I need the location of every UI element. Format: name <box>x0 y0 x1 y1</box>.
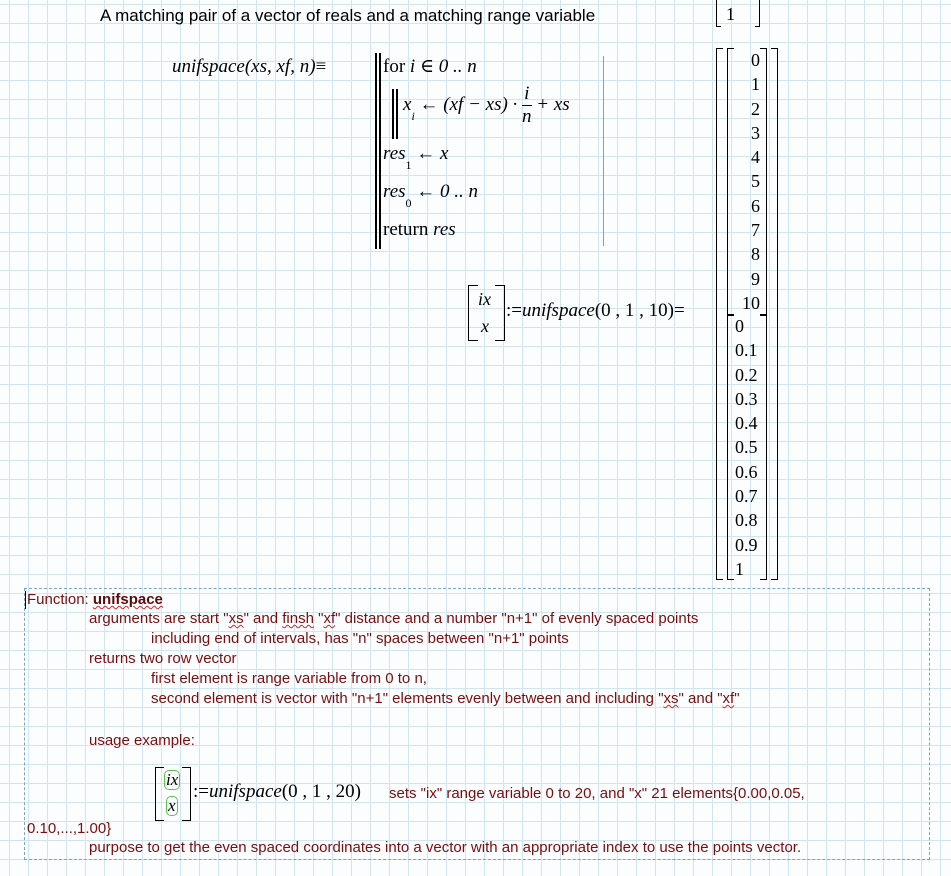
notes-line-usage: usage example: <box>89 732 195 749</box>
top-result-matrix[interactable] <box>716 0 760 26</box>
usage-expression[interactable] <box>193 781 361 803</box>
result-ix-value: 8 <box>751 244 760 265</box>
notes-usage-description: sets "ix" range variable 0 to 20, and "x" 21 elements{0.00,0.05, <box>389 785 805 802</box>
result-ix-value: 5 <box>751 171 760 192</box>
loop-bar-outer <box>392 89 394 139</box>
notes-seg: " <box>313 610 324 627</box>
res1-subscript: 1 <box>405 158 412 172</box>
assign-arrow: ← <box>419 93 439 115</box>
ix-right-bracket <box>760 48 767 316</box>
in-symbol: ∈ <box>419 56 435 77</box>
top-result-value: 1 <box>726 4 735 24</box>
res0-line[interactable] <box>383 181 479 210</box>
call-function-name: unifspace <box>522 300 595 321</box>
result-ix-value: 10 <box>742 292 760 313</box>
notes-seg-xf: xf <box>323 610 336 627</box>
notes-line-elements: 0.10,...,1.00} <box>27 820 112 837</box>
result-ix-value: 2 <box>751 98 760 119</box>
result-ix-value: 4 <box>751 147 760 168</box>
notes-line-intervals: including end of intervals, has "n" spaces between "n+1" points <box>151 630 569 647</box>
usage-lhs-ix-box[interactable] <box>164 770 180 790</box>
result-ix-value: 9 <box>751 268 760 289</box>
assignment-expression[interactable] <box>506 300 685 322</box>
notes-line-returns: returns two row vector <box>89 650 237 667</box>
return-line[interactable] <box>383 219 456 241</box>
loop-range: 0 .. n <box>438 56 477 77</box>
notes-seg: arguments are start " <box>89 610 229 627</box>
fraction-denominator: n <box>522 106 532 127</box>
result-x-value: 0.9 <box>735 534 758 555</box>
notes-title-name: unifspace <box>92 591 163 608</box>
loop-body-line[interactable] <box>403 83 570 128</box>
lhs-right-bracket <box>495 285 505 341</box>
res1-line[interactable] <box>383 143 449 172</box>
lhs-ix: ix <box>478 289 491 309</box>
usage-assign-operator: := <box>193 781 209 802</box>
notes-seg: " distance and a number "n+1" of evenly spaced points <box>335 610 699 627</box>
notes-seg: second element is vector with "n+1" elements evenly between and including " <box>151 690 664 707</box>
usage-left-bracket <box>155 767 164 821</box>
res0-rhs: ← 0 .. n <box>416 181 479 202</box>
result-x-value: 0.2 <box>735 364 758 385</box>
result-ix-value: 6 <box>751 195 760 216</box>
notes-title-prefix: Function: <box>27 591 93 608</box>
result-x-value: 1 <box>735 558 744 579</box>
program-bar-outer <box>375 53 377 249</box>
result-x-value: 0.7 <box>735 486 758 507</box>
result-ix-value: 1 <box>751 74 760 95</box>
usage-right-bracket <box>182 767 191 821</box>
right-bracket <box>755 0 760 27</box>
program-bar-inner <box>379 53 381 249</box>
return-keyword: return <box>383 219 429 240</box>
loop-body-subscript: i <box>411 108 415 123</box>
usage-lhs-x-box[interactable] <box>166 796 178 816</box>
notes-seg: " and " <box>678 690 723 707</box>
res1-rhs: ← x <box>416 143 449 164</box>
result-ix-value: 0 <box>751 50 760 70</box>
region-boundary <box>603 56 604 246</box>
result-x-value: 0.4 <box>735 413 758 434</box>
loop-body-expr: (xf − xs) · <box>443 93 518 115</box>
notes-line-arguments <box>89 610 698 627</box>
function-name: unifspace <box>172 56 245 77</box>
for-line[interactable] <box>383 55 477 78</box>
fraction <box>522 83 532 128</box>
notes-seg-xs: xs <box>228 610 244 627</box>
result-x-column[interactable] <box>735 314 765 581</box>
notes-seg: " <box>734 690 740 707</box>
result-x-value: 0.3 <box>735 388 758 409</box>
function-definition[interactable] <box>172 56 326 78</box>
ix-left-bracket <box>727 48 734 316</box>
notes-line-purpose: purpose to get the even spaced coordinates into a vector with an appropriate index to use the points vector. <box>89 839 802 856</box>
result-x-value: 0.1 <box>735 340 758 361</box>
result-ix-value: 3 <box>751 122 760 143</box>
usage-function-name: unifspace <box>209 781 282 802</box>
loop-body-tail: + xs <box>536 93 570 115</box>
notes-seg: " and <box>243 610 283 627</box>
notes-seg-xs: xs <box>663 690 679 707</box>
evaluate-equals: = <box>673 300 685 321</box>
x-left-bracket <box>727 314 734 580</box>
res1-lhs: res <box>383 143 406 164</box>
function-params: (xs, xf, n) <box>244 56 316 77</box>
loop-body-lhs: x <box>403 93 412 115</box>
result-x-value: 0.8 <box>735 510 758 531</box>
notes-seg-finsh: finsh <box>282 610 314 627</box>
define-operator: ≡ <box>315 56 327 77</box>
usage-lhs-x: x <box>168 796 176 815</box>
outer-left-bracket <box>716 48 723 580</box>
notes-line-first-element: first element is range variable from 0 to n, <box>151 670 427 687</box>
result-ix-column[interactable] <box>734 48 760 315</box>
usage-arguments: (0 , 1 , 20) <box>281 781 361 802</box>
heading-text: A matching pair of a vector of reals and a matching range variable <box>100 6 596 25</box>
call-arguments: (0 , 1 , 10) <box>594 300 674 321</box>
loop-var: i <box>409 56 416 77</box>
program-block[interactable] <box>373 53 605 249</box>
loop-bar-inner <box>396 89 398 139</box>
text-cursor <box>25 591 26 609</box>
result-x-value: 0.5 <box>735 437 758 458</box>
return-var: res <box>433 219 456 240</box>
res0-lhs: res <box>383 181 406 202</box>
result-x-value: 0 <box>735 316 744 336</box>
notes-line-second-element <box>151 690 740 707</box>
res0-subscript: 0 <box>405 196 412 210</box>
usage-lhs-ix: ix <box>166 770 179 789</box>
result-ix-value: 7 <box>751 220 760 241</box>
assign-operator: := <box>506 300 522 321</box>
for-keyword: for <box>383 56 406 77</box>
left-bracket <box>716 0 721 27</box>
result-x-value: 0.6 <box>735 461 758 482</box>
notes-title <box>27 591 163 608</box>
outer-right-bracket <box>771 48 778 580</box>
fraction-numerator: i <box>522 83 532 106</box>
lhs-x: x <box>481 316 489 336</box>
lhs-left-bracket <box>468 285 478 341</box>
notes-seg-xf: xf <box>722 690 735 707</box>
